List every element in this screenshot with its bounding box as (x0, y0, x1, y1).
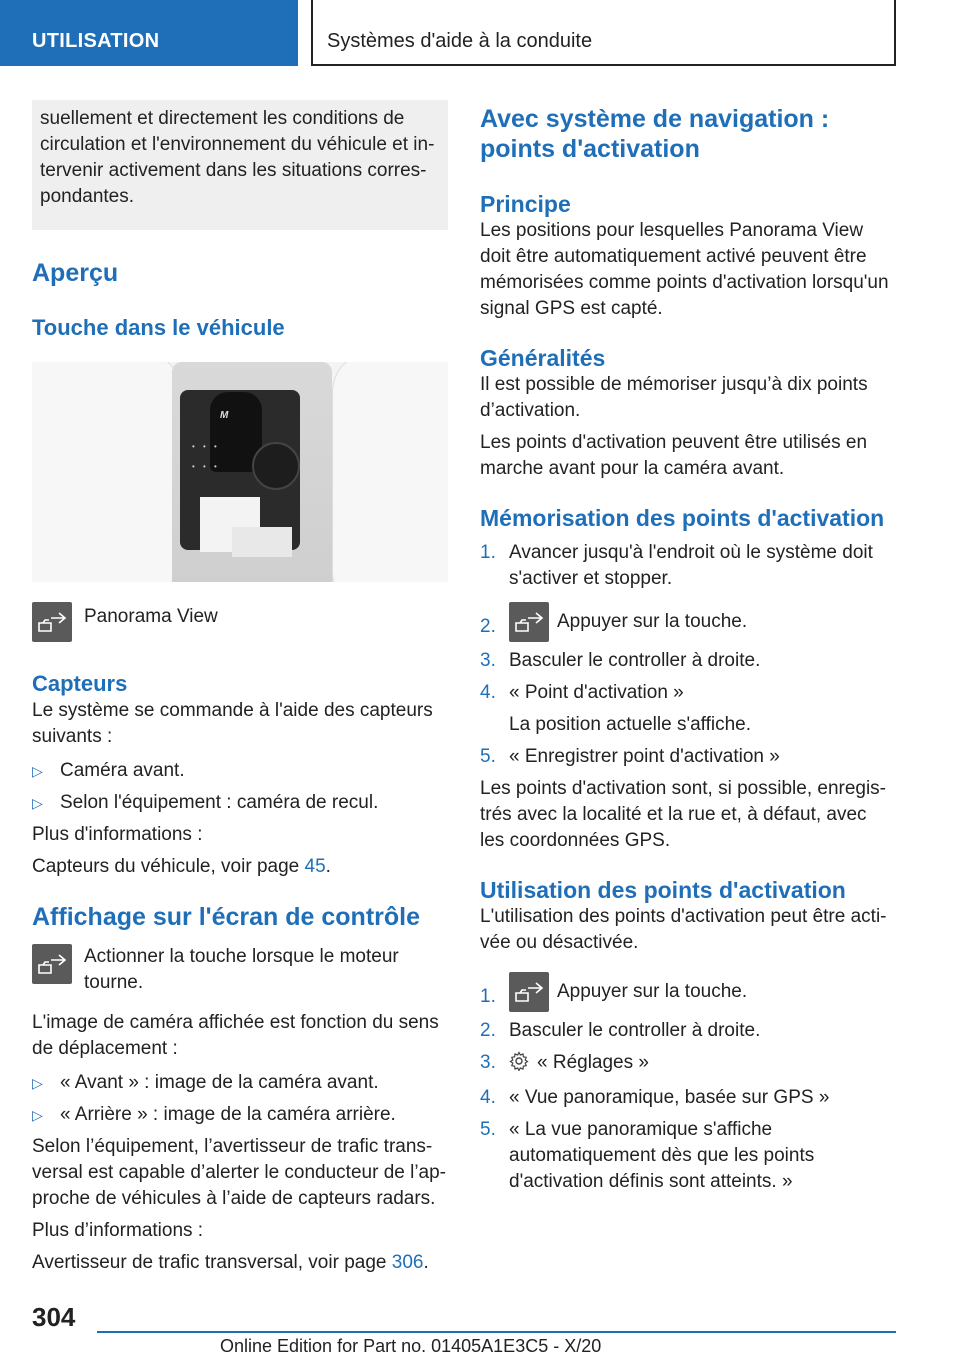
page-header (0, 0, 960, 66)
affichage-heading: Affichage sur l'écran de contrôle (32, 903, 420, 931)
note-text: suellement et directement les conditions de circulation et l'environnement du véhicule et in-tervenir activement dans les situations corres-pondantes. (40, 108, 435, 207)
affichage-text: L'image de caméra affichée est fonction du sens de déplacement : (32, 1012, 439, 1059)
more-info-label: Plus d’informations : (32, 1220, 204, 1241)
principe-text: Les positions pour lesquelles Panorama View doit être automatiquement activé peuvent être mémorisées comme points d'activation lorsqu'un signal GPS est capté. (480, 220, 889, 319)
triangle-bullet-icon: ▷ (32, 763, 43, 779)
right-column (480, 100, 896, 1201)
left-column (32, 100, 448, 1276)
camera-button-icon (509, 602, 549, 642)
apercu-heading: Aperçu (32, 259, 119, 287)
note-box (32, 100, 448, 230)
nav-heading: Avec système de navigation : points d'activation (480, 105, 830, 163)
generalites-text-2: Les points d'activation peuvent être utilisés en marche avant pour la caméra avant. (480, 432, 868, 479)
capteurs-text: Le système se commande à l'aide des capteurs suivants : (32, 700, 433, 747)
more-info-label: Plus d'informations : (32, 824, 203, 845)
list-item: 3. Basculer le controller à droite. (480, 650, 761, 671)
page-number: 304 (32, 1302, 76, 1332)
camera-button-icon (32, 602, 72, 642)
triangle-bullet-icon: ▷ (32, 1107, 43, 1123)
button-dots: • • • (192, 462, 220, 471)
list-item: ▷ « Avant » : image de la caméra avant. (32, 1070, 448, 1096)
list-item: 1. Appuyer sur la touche. (480, 972, 896, 1012)
panorama-button-row (32, 602, 448, 642)
list-item: 4. « Vue panoramique, basée sur GPS » (480, 1087, 830, 1108)
footer-divider (97, 1331, 896, 1333)
utilisation-text: L'utilisation des points d'activation peut être acti-vée ou désactivée. (480, 906, 887, 953)
page-link[interactable]: 306 (391, 1252, 424, 1273)
warning-text: Selon l’équipement, l’avertisseur de trafic trans-versal est capable d’alerter le conducteur de l’ap-proche de véhicules à l’aide de capteurs radars. (32, 1136, 447, 1209)
list-item: ▷ Caméra avant. (32, 758, 448, 784)
affichage-icon-text: Actionner la touche lorsque le moteur tourne. (84, 946, 399, 993)
capteurs-reference: Capteurs du véhicule, voir page 45. (32, 856, 331, 877)
memorisation-steps (480, 540, 896, 770)
list-item: 3. « Réglages » (480, 1050, 896, 1079)
chapter-title: Systèmes d'aide à la conduite (311, 0, 896, 66)
affichage-list (32, 1070, 448, 1128)
footer-edition: Online Edition for Part no. 01405A1E3C5 - X/20 (220, 1336, 602, 1356)
utilisation-heading: Utilisation des points d'activation (480, 877, 846, 903)
list-item: 1. Avancer jusqu'à l'endroit où le système doit s'activer et stopper. (480, 542, 873, 589)
affichage-button-row (32, 944, 448, 996)
generalites-text-1: Il est possible de mémoriser jusqu’à dix points d’activation. (480, 374, 868, 421)
memorisation-heading: Mémorisation des points d'activation (480, 505, 885, 531)
touche-heading: Touche dans le véhicule (32, 315, 285, 340)
gear-selector-logo: M (220, 410, 229, 421)
triangle-bullet-icon: ▷ (32, 795, 43, 811)
utilisation-steps (480, 972, 896, 1195)
capteurs-list (32, 758, 448, 816)
list-item: 4. « Point d'activation » La position actuelle s'affiche. (480, 682, 751, 735)
button-dots: • • • (192, 442, 220, 451)
generalites-heading: Généralités (480, 345, 606, 371)
panorama-label: Panorama View (84, 606, 218, 627)
vehicle-console-image (32, 362, 448, 582)
gear-icon (509, 1051, 529, 1079)
list-item: 5. « Enregistrer point d'activation » (480, 746, 780, 767)
camera-button-icon (509, 972, 549, 1012)
section-tab: UTILISATION (0, 0, 298, 66)
panel-white-area-2 (232, 527, 292, 557)
camera-button-icon (32, 944, 72, 984)
memorisation-after-text: Les points d'activation sont, si possible, enregis-trés avec la localité et la rue et, à défaut, avec les coordonnées GPS. (480, 778, 887, 851)
principe-heading: Principe (480, 191, 571, 217)
list-item: 2. Basculer le controller à droite. (480, 1020, 761, 1041)
list-item: 2. Appuyer sur la touche. (480, 602, 896, 642)
left-seat (32, 362, 182, 582)
page-link[interactable]: 45 (304, 856, 326, 877)
list-item: ▷ « Arrière » : image de la caméra arrière. (32, 1102, 448, 1128)
list-item: ▷ Selon l'équipement : caméra de recul. (32, 790, 448, 816)
list-item: 5. « La vue panoramique s'affiche automatiquement dès que les points d'activation définis sont atteints. » (480, 1119, 815, 1192)
warning-reference: Avertisseur de trafic transversal, voir page 306. (32, 1252, 429, 1273)
idrive-controller (252, 442, 300, 490)
right-seat (332, 362, 448, 582)
capteurs-heading: Capteurs (32, 671, 128, 696)
triangle-bullet-icon: ▷ (32, 1075, 43, 1091)
